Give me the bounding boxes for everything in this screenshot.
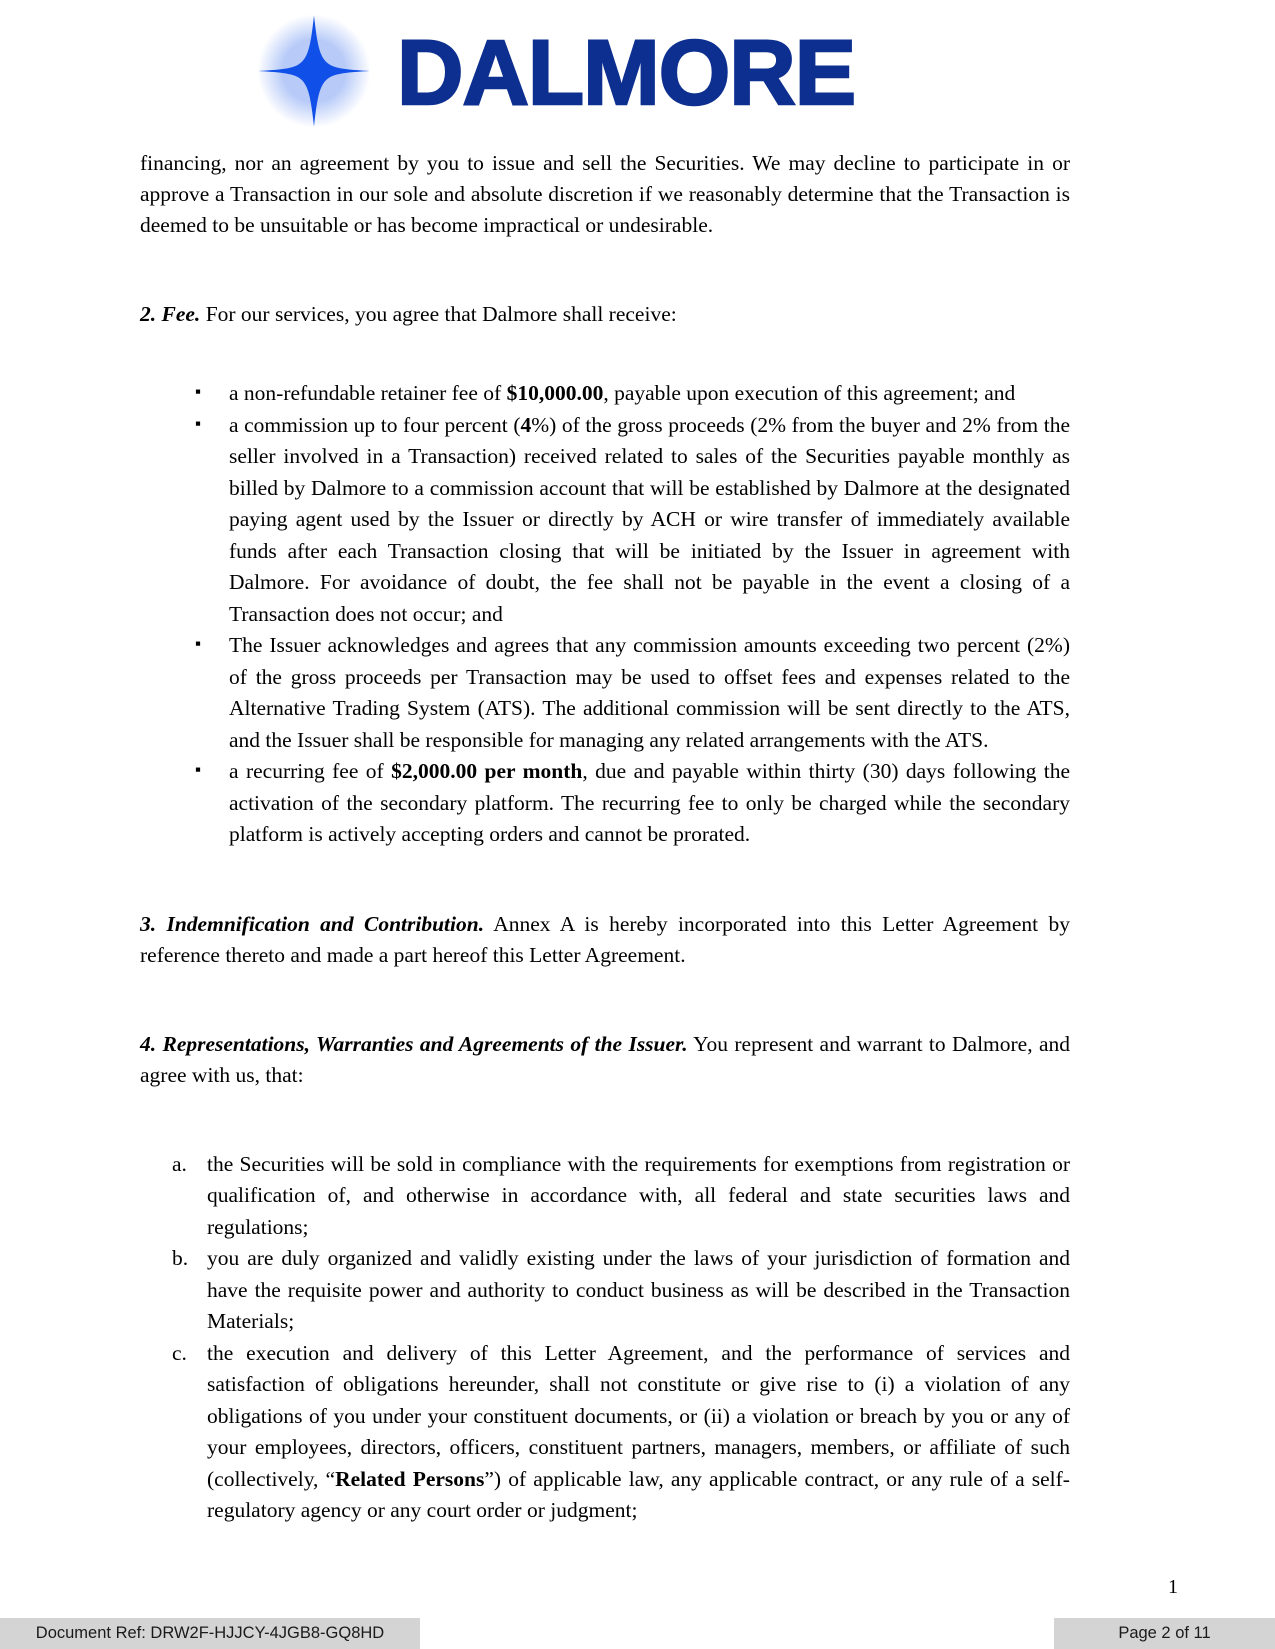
document-ref-badge: Document Ref: DRW2F-HJJCY-4JGB8-GQ8HD [0,1618,420,1649]
representations-item-b-text: you are duly organized and validly existing under the laws of your jurisdiction of formation and have the requisite power and authority to conduct business as will be described in the Transaction Materials; [207,1246,1070,1333]
fee-bullet-retainer-after: , payable upon execution of this agreement; and [603,381,1016,405]
representations-item-c-text-part1: the execution and delivery of this Letter Agreement, and the performance of services and satisfaction of obligations hereunder, shall not constitute or give rise to (i) a violation of any obligations of you under your constituent documents, or (ii) a violation or breach by you or any of your employees, directors, officers, constituent partners, managers, members, or affiliate of such (collectively, “ [207,1340,1070,1491]
section-fee-heading-line [140,299,1070,330]
representations-item-a-text: the Securities will be sold in compliance with the requirements for exemptions from registration or qualification of, and otherwise in accordance with, all federal and state securities laws and regulations; [207,1151,1070,1239]
fee-bullet-list [140,378,1070,851]
brand-wordmark: DALMORE [397,22,856,124]
fee-bullet-commission-before: a commission up to four percent ( [229,412,521,437]
fee-bullet-retainer-before: a non-refundable retainer fee of [229,381,507,405]
fee-bullet-retainer [140,378,1070,410]
fee-bullet-ats-offset-text: The Issuer acknowledges and agrees that any commission amounts exceeding two percent (2%) of the gross proceeds per Transaction may be used to offset fees and expenses related to the Alternative Trading System (ATS). The additional commission will be sent directly to the ATS, and the Issuer shall be responsible for managing any related arrangements with the ATS. [229,633,1070,752]
fee-bullet-recurring [140,756,1070,851]
section-fee-leadin: For our services, you agree that Dalmore shall receive: [200,302,677,326]
fee-bullet-recurring-after: , due and payable within thirty (30) days following the activation of the secondary platform. The recurring fee to only be charged while the secondary platform is actively accepting orders and cannot be prorated. [229,759,1070,846]
intro-paragraph: financing, nor an agreement by you to issue and sell the Securities. We may decline to participate in or approve a Transaction in our sole and absolute discretion if we reasonably determine that the Transaction is deemed to be unsuitable or has become impractical or undesirable. [140,151,1070,237]
representations-item-c [140,1338,1070,1527]
page-of-badge: Page 2 of 11 [1054,1618,1275,1649]
section-representations-leadin: You represent and warrant to Dalmore, and agree with us, that: [140,1031,1070,1087]
four-point-star-icon [255,12,373,130]
representations-related-persons-term: Related Persons [335,1466,485,1491]
document-body [140,148,1070,1527]
fee-bullet-ats-offset [140,630,1070,756]
section-fee-title: 2. Fee. [140,302,201,326]
section-representations-title: 4. Representations, Warranties and Agreements of the Issuer. [140,1031,688,1056]
section-representations [140,1029,1070,1091]
representations-item-a [140,1149,1070,1244]
fee-bullet-retainer-amount: $10,000.00 [506,381,604,405]
fee-bullet-commission-after: %) of the gross proceeds (2% from the buyer and 2% from the seller involved in a Transaction) received related to sales of the Securities payable monthly as billed by Dalmore to a commission account that will be established by Dalmore at the designated paying agent used by the Issuer or directly by ACH or wire transfer of immediately available funds after each Transaction closing that will be initiated by the Issuer in agreement with Dalmore. For avoidance of doubt, the fee shall not be payable in the event a closing of a Transaction does not occur; and [229,412,1070,626]
section-indemnification [140,909,1070,971]
page-number: 1 [1168,1576,1178,1598]
document-header [0,0,1275,135]
fee-bullet-commission [140,410,1070,631]
fee-bullet-recurring-before: a recurring fee of [229,759,392,783]
fee-bullet-commission-rate: 4 [520,412,532,437]
fee-bullet-recurring-amount: $2,000.00 per month [391,759,583,783]
representations-item-b [140,1243,1070,1338]
section-indemnification-body: Annex A is hereby incorporated into this Letter Agreement by reference thereto and made a part hereof this Letter Agreement. [140,911,1070,967]
section-indemnification-title: 3. Indemnification and Contribution. [140,911,485,936]
representations-list [140,1149,1070,1527]
dalmore-logo [255,12,855,130]
representations-item-c-text-part2: ”) of applicable law, any applicable contract, or any rule of a self-regulatory agency or any court order or judgment; [207,1466,1070,1522]
